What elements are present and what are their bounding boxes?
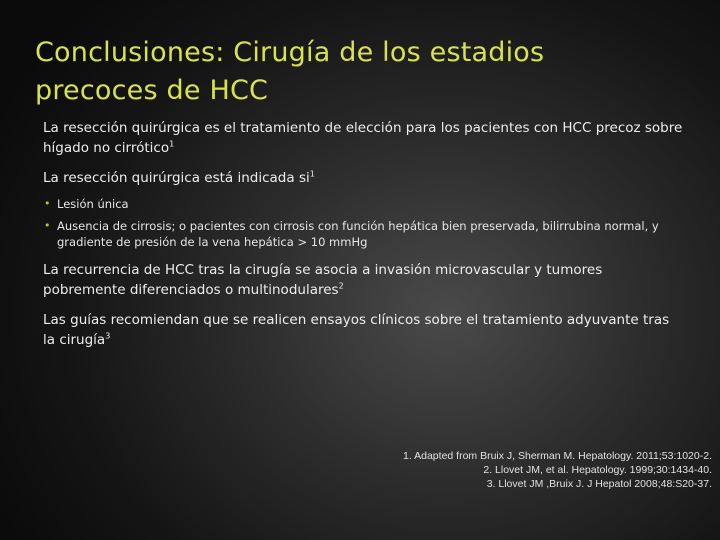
slide-body (43, 118, 683, 360)
reference-item: 3. Llovet JM ,Bruix J. J Hepatol 2008;48:S20-37. (486, 478, 712, 490)
reference-marker: 3 (105, 331, 111, 341)
paragraph-text: La recurrencia de HCC tras la cirugía se asocia a invasión microvascular y tumores pobremente diferenciados o multinodulares (43, 262, 603, 298)
reference-item: 2. Llovet JM, et al. Hepatology. 1999;30:1434-40. (483, 464, 712, 476)
slide-title: Conclusiones: Cirugía de los estadios precoces de HCC (35, 37, 545, 107)
reference-item: 1. Adapted from Bruix J, Sherman M. Hepatology. 2011;53:1020-2. (403, 450, 712, 462)
references (312, 449, 712, 491)
bullet-icon: • (44, 197, 51, 210)
reference-marker: 1 (169, 139, 175, 149)
paragraph-guidelines (43, 310, 683, 350)
list-item-text: Lesión única (57, 197, 129, 211)
reference-marker: 2 (338, 281, 344, 291)
paragraph-text: La resección quirúrgica está indicada si (43, 170, 310, 186)
paragraph-text: Las guías recomiendan que se realicen ensayos clínicos sobre el tratamiento adyuvante tras la cirugía (43, 312, 670, 348)
indication-list (43, 196, 683, 250)
bullet-icon: • (44, 219, 51, 232)
list-item (43, 196, 683, 212)
paragraph-recurrence (43, 260, 683, 300)
list-item (43, 218, 683, 250)
paragraph-text: La resección quirúrgica es el tratamiento de elección para los pacientes con HCC precoz sobre hígado no cirrótico (43, 120, 683, 156)
list-item-text: Ausencia de cirrosis; o pacientes con cirrosis con función hepática bien preservada, bilirrubina normal, y gradiente de presión de la vena hepática > 10 mmHg (57, 219, 659, 249)
paragraph-resection-indication (43, 168, 683, 188)
reference-marker: 1 (309, 169, 315, 179)
paragraph-resection-choice (43, 118, 683, 158)
